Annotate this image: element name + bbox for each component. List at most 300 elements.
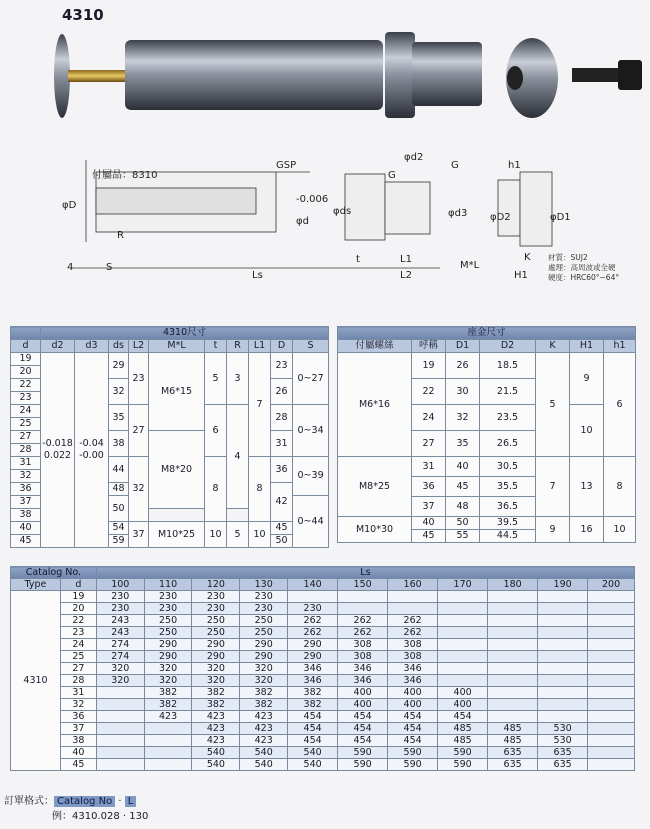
table2-cell: 55 <box>446 530 480 543</box>
ls-cell <box>588 747 635 759</box>
table1-d: 45 <box>11 535 41 548</box>
table1-d: 25 <box>11 418 41 431</box>
ls-cell <box>144 735 192 747</box>
ls-cell <box>588 639 635 651</box>
table2-cell: 37 <box>412 497 446 517</box>
table1-header: D <box>271 340 293 353</box>
ls-cell <box>588 627 635 639</box>
ls-cell: 262 <box>388 627 438 639</box>
ls-cell <box>538 711 588 723</box>
table2-header: 付屬螺絲 <box>338 340 412 353</box>
t-label: t <box>356 254 360 265</box>
ls-cell: 635 <box>488 747 538 759</box>
table2-cell: 45 <box>446 477 480 497</box>
ls-value-header: 200 <box>588 579 635 591</box>
ls-cell <box>338 603 388 615</box>
ls-cell <box>588 615 635 627</box>
ls-cell <box>488 615 538 627</box>
ls-cell: 454 <box>288 723 338 735</box>
s-label: S <box>106 262 113 273</box>
table1-r: 5 <box>227 522 249 548</box>
ls-cell: 346 <box>388 663 438 675</box>
table2-group-header: 座金尺寸 <box>338 327 636 340</box>
table2-cell: 36 <box>412 477 446 497</box>
ls-cell: 382 <box>240 699 288 711</box>
ls-cell: 346 <box>288 675 338 687</box>
table2-cell: 36.5 <box>480 497 536 517</box>
row-d-value: 37 <box>61 723 97 735</box>
order-l: L <box>125 796 137 807</box>
ls-cell: 540 <box>192 759 240 771</box>
table-row <box>11 747 635 759</box>
row-d-value: 32 <box>61 699 97 711</box>
ls-cell: 590 <box>438 747 488 759</box>
table1-s: 0~39 <box>293 457 329 496</box>
table2-k: 7 <box>536 457 570 517</box>
table1-header: ds <box>109 340 129 353</box>
accessory-label: 付屬品：8310 <box>92 170 158 181</box>
ls-cell: 454 <box>388 711 438 723</box>
order-dot: · <box>118 796 122 807</box>
table1-s: 0~44 <box>293 496 329 548</box>
ls-cell <box>338 591 388 603</box>
treatment-note: 處理：高周波或全硬 <box>548 263 616 272</box>
table1-d: 22 <box>11 379 41 392</box>
ls-cell: 400 <box>338 687 388 699</box>
example-label: 例： <box>52 811 72 822</box>
phi-ds-label: φds <box>333 206 352 217</box>
ls-cell: 346 <box>338 675 388 687</box>
table2-cell: 44.5 <box>480 530 536 543</box>
table1-d: 31 <box>11 457 41 470</box>
gsp-label: GSP <box>276 160 297 171</box>
table2-header: H1 <box>570 340 604 353</box>
h1-small-label: h1 <box>508 160 521 171</box>
ls-cell: 346 <box>288 663 338 675</box>
table2-k: 5 <box>536 353 570 457</box>
table1-D: 31 <box>271 431 293 457</box>
ls-cell: 346 <box>388 675 438 687</box>
type-value: 4310 <box>11 591 61 771</box>
table1-ds: 54 <box>109 522 129 535</box>
ls-cell <box>488 699 538 711</box>
table2-cell: 40 <box>412 517 446 530</box>
table2-k: 9 <box>536 517 570 543</box>
table2-header: h1 <box>604 340 636 353</box>
table-row <box>11 711 635 723</box>
ls-cell: 262 <box>388 615 438 627</box>
ls-cell: 320 <box>144 663 192 675</box>
table1-d: 36 <box>11 483 41 496</box>
ls-cell: 230 <box>192 591 240 603</box>
technical-drawing <box>0 130 650 290</box>
table2-cell: 50 <box>446 517 480 530</box>
ls-cell: 540 <box>288 759 338 771</box>
table2-header: K <box>536 340 570 353</box>
ls-cell: 423 <box>144 711 192 723</box>
d2-tolerance: -0.018 0.022 <box>41 353 75 548</box>
ls-value-header: 100 <box>96 579 144 591</box>
phi-D1-label: φD1 <box>550 212 571 223</box>
ls-cell: 243 <box>96 615 144 627</box>
ls-cell <box>388 603 438 615</box>
ls-cell <box>438 663 488 675</box>
ls-cell <box>588 591 635 603</box>
ls-cell: 250 <box>240 615 288 627</box>
ls-cell <box>588 675 635 687</box>
ls-cell <box>488 603 538 615</box>
table1-group-header: 4310尺寸 <box>41 327 329 340</box>
ls-cell: 540 <box>288 747 338 759</box>
ls-cell: 635 <box>538 747 588 759</box>
ls-cell: 590 <box>338 747 388 759</box>
type-header: Type <box>11 579 61 591</box>
g-label-2: G <box>451 160 459 171</box>
table2-cell: 26.5 <box>480 431 536 457</box>
ls-cell <box>538 639 588 651</box>
table2-h1: 10 <box>604 517 636 543</box>
table2-cell: 22 <box>412 379 446 405</box>
table1-t: 10 <box>205 522 227 548</box>
ls-label: Ls <box>252 270 263 281</box>
ls-cell <box>538 627 588 639</box>
ls-cell: 400 <box>438 687 488 699</box>
dimension-table <box>10 326 329 548</box>
ls-cell <box>538 663 588 675</box>
ls-cell: 454 <box>338 711 388 723</box>
table1-s: 0~34 <box>293 405 329 457</box>
ls-cell: 262 <box>338 615 388 627</box>
ls-cell: 485 <box>438 735 488 747</box>
length-table <box>10 566 635 771</box>
ls-cell <box>538 675 588 687</box>
ls-cell: 423 <box>240 735 288 747</box>
ls-cell <box>488 651 538 663</box>
ls-cell: 346 <box>338 663 388 675</box>
table1-d: 40 <box>11 522 41 535</box>
ls-cell: 250 <box>192 615 240 627</box>
ls-cell: 320 <box>144 675 192 687</box>
table2-cell: 24 <box>412 405 446 431</box>
bolt-head <box>618 60 642 90</box>
table-row <box>11 639 635 651</box>
ls-cell: 290 <box>288 651 338 663</box>
ls-cell: 590 <box>388 747 438 759</box>
ls-cell: 590 <box>388 759 438 771</box>
ls-cell: 230 <box>144 591 192 603</box>
ls-cell: 454 <box>438 711 488 723</box>
table1-header: L1 <box>249 340 271 353</box>
table1-l1: 8 <box>249 457 271 522</box>
table1-l1: 7 <box>249 353 271 457</box>
row-d-value: 38 <box>61 735 97 747</box>
order-format <box>4 794 148 824</box>
table-row <box>11 687 635 699</box>
table-row <box>11 627 635 639</box>
ls-cell: 400 <box>338 699 388 711</box>
ls-cell <box>96 687 144 699</box>
table1-ds: 38 <box>109 431 129 457</box>
table2-cell: 35 <box>446 431 480 457</box>
catalog-header: Catalog No. <box>11 567 97 579</box>
ls-cell: 454 <box>338 735 388 747</box>
ls-cell: 250 <box>240 627 288 639</box>
ls-cell: 230 <box>240 591 288 603</box>
ls-cell: 382 <box>144 699 192 711</box>
table1-D: 26 <box>271 379 293 405</box>
ls-cell <box>538 699 588 711</box>
table2-cell: 27 <box>412 431 446 457</box>
ls-cell: 230 <box>96 591 144 603</box>
ls-cell: 590 <box>438 759 488 771</box>
product-code: 4310 <box>62 6 104 24</box>
row-d-value: 24 <box>61 639 97 651</box>
ls-cell: 320 <box>192 663 240 675</box>
table2-cell: 21.5 <box>480 379 536 405</box>
table1-ds: 50 <box>109 496 129 522</box>
ls-cell <box>538 603 588 615</box>
product-photo <box>0 28 650 138</box>
table1-ds: 29 <box>109 353 129 379</box>
tolerance-label: -0.006 <box>296 194 329 205</box>
table1-ds: 32 <box>109 379 129 405</box>
ls-cell <box>144 759 192 771</box>
table1-header: S <box>293 340 329 353</box>
ls-cell <box>538 615 588 627</box>
table2-cell: 45 <box>412 530 446 543</box>
ls-cell: 320 <box>240 663 288 675</box>
ls-cell: 530 <box>538 723 588 735</box>
ls-value-header: 150 <box>338 579 388 591</box>
gold-shaft <box>68 70 130 82</box>
d-header: d <box>61 579 97 591</box>
ls-cell <box>588 663 635 675</box>
ls-cell: 274 <box>96 651 144 663</box>
example-l: 130 <box>129 811 149 822</box>
table2-header: 呼稱 <box>412 340 446 353</box>
table2-cell: 30.5 <box>480 457 536 477</box>
table1-D: 42 <box>271 483 293 522</box>
ls-cell: 454 <box>288 711 338 723</box>
table2-cell: 39.5 <box>480 517 536 530</box>
ls-cell <box>588 711 635 723</box>
ls-cell: 262 <box>288 627 338 639</box>
ls-value-header: 120 <box>192 579 240 591</box>
ls-cell: 320 <box>192 675 240 687</box>
table2-cell: 40 <box>446 457 480 477</box>
table1-ml: M6*15 <box>149 353 205 431</box>
material-note: 材質：SUJ2 <box>548 253 588 262</box>
ls-cell: 243 <box>96 627 144 639</box>
table2-cell: 26 <box>446 353 480 379</box>
ls-cell: 540 <box>192 747 240 759</box>
table2-header: D1 <box>446 340 480 353</box>
order-label: 訂單格式： <box>4 796 54 807</box>
ls-cell: 454 <box>388 735 438 747</box>
end-cylinder <box>412 42 482 106</box>
ls-cell: 290 <box>240 639 288 651</box>
table2-cell: 31 <box>412 457 446 477</box>
ls-cell: 530 <box>538 735 588 747</box>
ls-cell: 382 <box>192 687 240 699</box>
table1-l2: 32 <box>129 457 149 522</box>
table1-ml: M10*25 <box>149 522 205 548</box>
ls-cell: 230 <box>288 603 338 615</box>
example-value: 4310.028 <box>72 811 120 822</box>
ls-cell <box>488 687 538 699</box>
ls-cell: 250 <box>144 627 192 639</box>
ls-cell: 320 <box>96 675 144 687</box>
table1-s: 0~27 <box>293 353 329 405</box>
ls-cell <box>538 651 588 663</box>
ls-cell <box>388 591 438 603</box>
ls-cell: 423 <box>240 723 288 735</box>
ls-cell: 230 <box>144 603 192 615</box>
ls-cell: 262 <box>338 627 388 639</box>
ls-cell: 230 <box>240 603 288 615</box>
ls-value-header: 110 <box>144 579 192 591</box>
phi-d-label: φd <box>296 216 309 227</box>
ls-cell <box>488 711 538 723</box>
example-dot: · <box>122 811 127 822</box>
row-d-value: 28 <box>61 675 97 687</box>
table-row <box>11 591 635 603</box>
table1-d: 24 <box>11 405 41 418</box>
ls-cell: 540 <box>240 759 288 771</box>
table2-cell: 30 <box>446 379 480 405</box>
ls-cell <box>488 639 538 651</box>
ls-cell: 320 <box>240 675 288 687</box>
table1-t: 6 <box>205 405 227 457</box>
table1-header: R <box>227 340 249 353</box>
ls-cell <box>438 627 488 639</box>
ls-cell: 290 <box>192 651 240 663</box>
table1-d: 38 <box>11 509 41 522</box>
phi-D2-label: φD2 <box>490 212 511 223</box>
table-row <box>11 675 635 687</box>
H1-label: H1 <box>514 270 528 281</box>
table1-header: d2 <box>41 340 75 353</box>
ls-cell: 382 <box>288 687 338 699</box>
phi-D-label: φD <box>62 200 77 211</box>
table1-l2: 27 <box>129 405 149 457</box>
table2-H1: 9 <box>570 353 604 405</box>
table2-H1: 10 <box>570 405 604 457</box>
ls-cell <box>588 759 635 771</box>
ls-cell <box>588 723 635 735</box>
table-row <box>11 735 635 747</box>
table1-header: L2 <box>129 340 149 353</box>
table1-d: 20 <box>11 366 41 379</box>
table1-D: 45 <box>271 522 293 535</box>
ls-value-header: 140 <box>288 579 338 591</box>
table1-r: 4 <box>227 405 249 509</box>
ls-cell: 250 <box>144 615 192 627</box>
ls-cell <box>588 735 635 747</box>
ls-cell: 423 <box>192 735 240 747</box>
ls-cell: 485 <box>488 723 538 735</box>
row-d-value: 19 <box>61 591 97 603</box>
ls-cell <box>438 591 488 603</box>
table2-h1: 8 <box>604 457 636 517</box>
ls-cell: 290 <box>240 651 288 663</box>
ls-value-header: 130 <box>240 579 288 591</box>
order-catalog-no: Catalog No <box>54 796 115 807</box>
table2-screw: M10*30 <box>338 517 412 543</box>
ls-cell: 290 <box>144 651 192 663</box>
ls-cell: 485 <box>488 735 538 747</box>
table2-H1: 16 <box>570 517 604 543</box>
phi-d2-label: φd2 <box>404 152 424 163</box>
table2-cell: 23.5 <box>480 405 536 431</box>
ls-cell <box>438 675 488 687</box>
row-d-value: 22 <box>61 615 97 627</box>
ls-cell: 454 <box>388 723 438 735</box>
ls-cell <box>144 723 192 735</box>
ls-cell <box>438 603 488 615</box>
row-d-value: 20 <box>61 603 97 615</box>
table1-D: 50 <box>271 535 293 548</box>
ls-cell: 454 <box>288 735 338 747</box>
main-cylinder <box>125 40 383 110</box>
table2-cell: 35.5 <box>480 477 536 497</box>
row-d-value: 45 <box>61 759 97 771</box>
row-d-value: 23 <box>61 627 97 639</box>
row-d-value: 25 <box>61 651 97 663</box>
table1-l1: 10 <box>249 522 271 548</box>
ls-cell: 400 <box>388 687 438 699</box>
table1-ds: 44 <box>109 457 129 483</box>
ls-cell <box>538 687 588 699</box>
ls-cell: 308 <box>388 651 438 663</box>
ls-cell: 635 <box>488 759 538 771</box>
ls-cell: 423 <box>192 711 240 723</box>
table-row <box>11 759 635 771</box>
table-row <box>11 615 635 627</box>
ls-cell: 308 <box>338 651 388 663</box>
table1-d: 27 <box>11 431 41 444</box>
ls-cell: 230 <box>192 603 240 615</box>
washer-table <box>337 326 636 543</box>
table1-d: 19 <box>11 353 41 366</box>
ls-value-header: 170 <box>438 579 488 591</box>
table2-cell: 18.5 <box>480 353 536 379</box>
ls-cell <box>488 591 538 603</box>
table2-screw: M8*25 <box>338 457 412 517</box>
table2-screw: M6*16 <box>338 353 412 457</box>
ls-cell <box>488 663 538 675</box>
ls-value-header: 160 <box>388 579 438 591</box>
table1-l2: 23 <box>129 353 149 405</box>
ls-cell: 382 <box>192 699 240 711</box>
table2-cell: 32 <box>446 405 480 431</box>
ls-cell: 423 <box>240 711 288 723</box>
table2-h1: 6 <box>604 353 636 457</box>
flange <box>385 32 415 118</box>
row-d-value: 40 <box>61 747 97 759</box>
ls-cell: 290 <box>192 639 240 651</box>
g-label-1: G <box>388 170 396 181</box>
table1-d: 37 <box>11 496 41 509</box>
ls-cell <box>488 675 538 687</box>
table1-header: t <box>205 340 227 353</box>
d3-tolerance: -0.04 -0.00 <box>75 353 109 548</box>
ls-cell <box>96 711 144 723</box>
ls-cell <box>438 651 488 663</box>
ls-cell <box>438 639 488 651</box>
ls-header: Ls <box>96 567 634 579</box>
table-row <box>11 699 635 711</box>
